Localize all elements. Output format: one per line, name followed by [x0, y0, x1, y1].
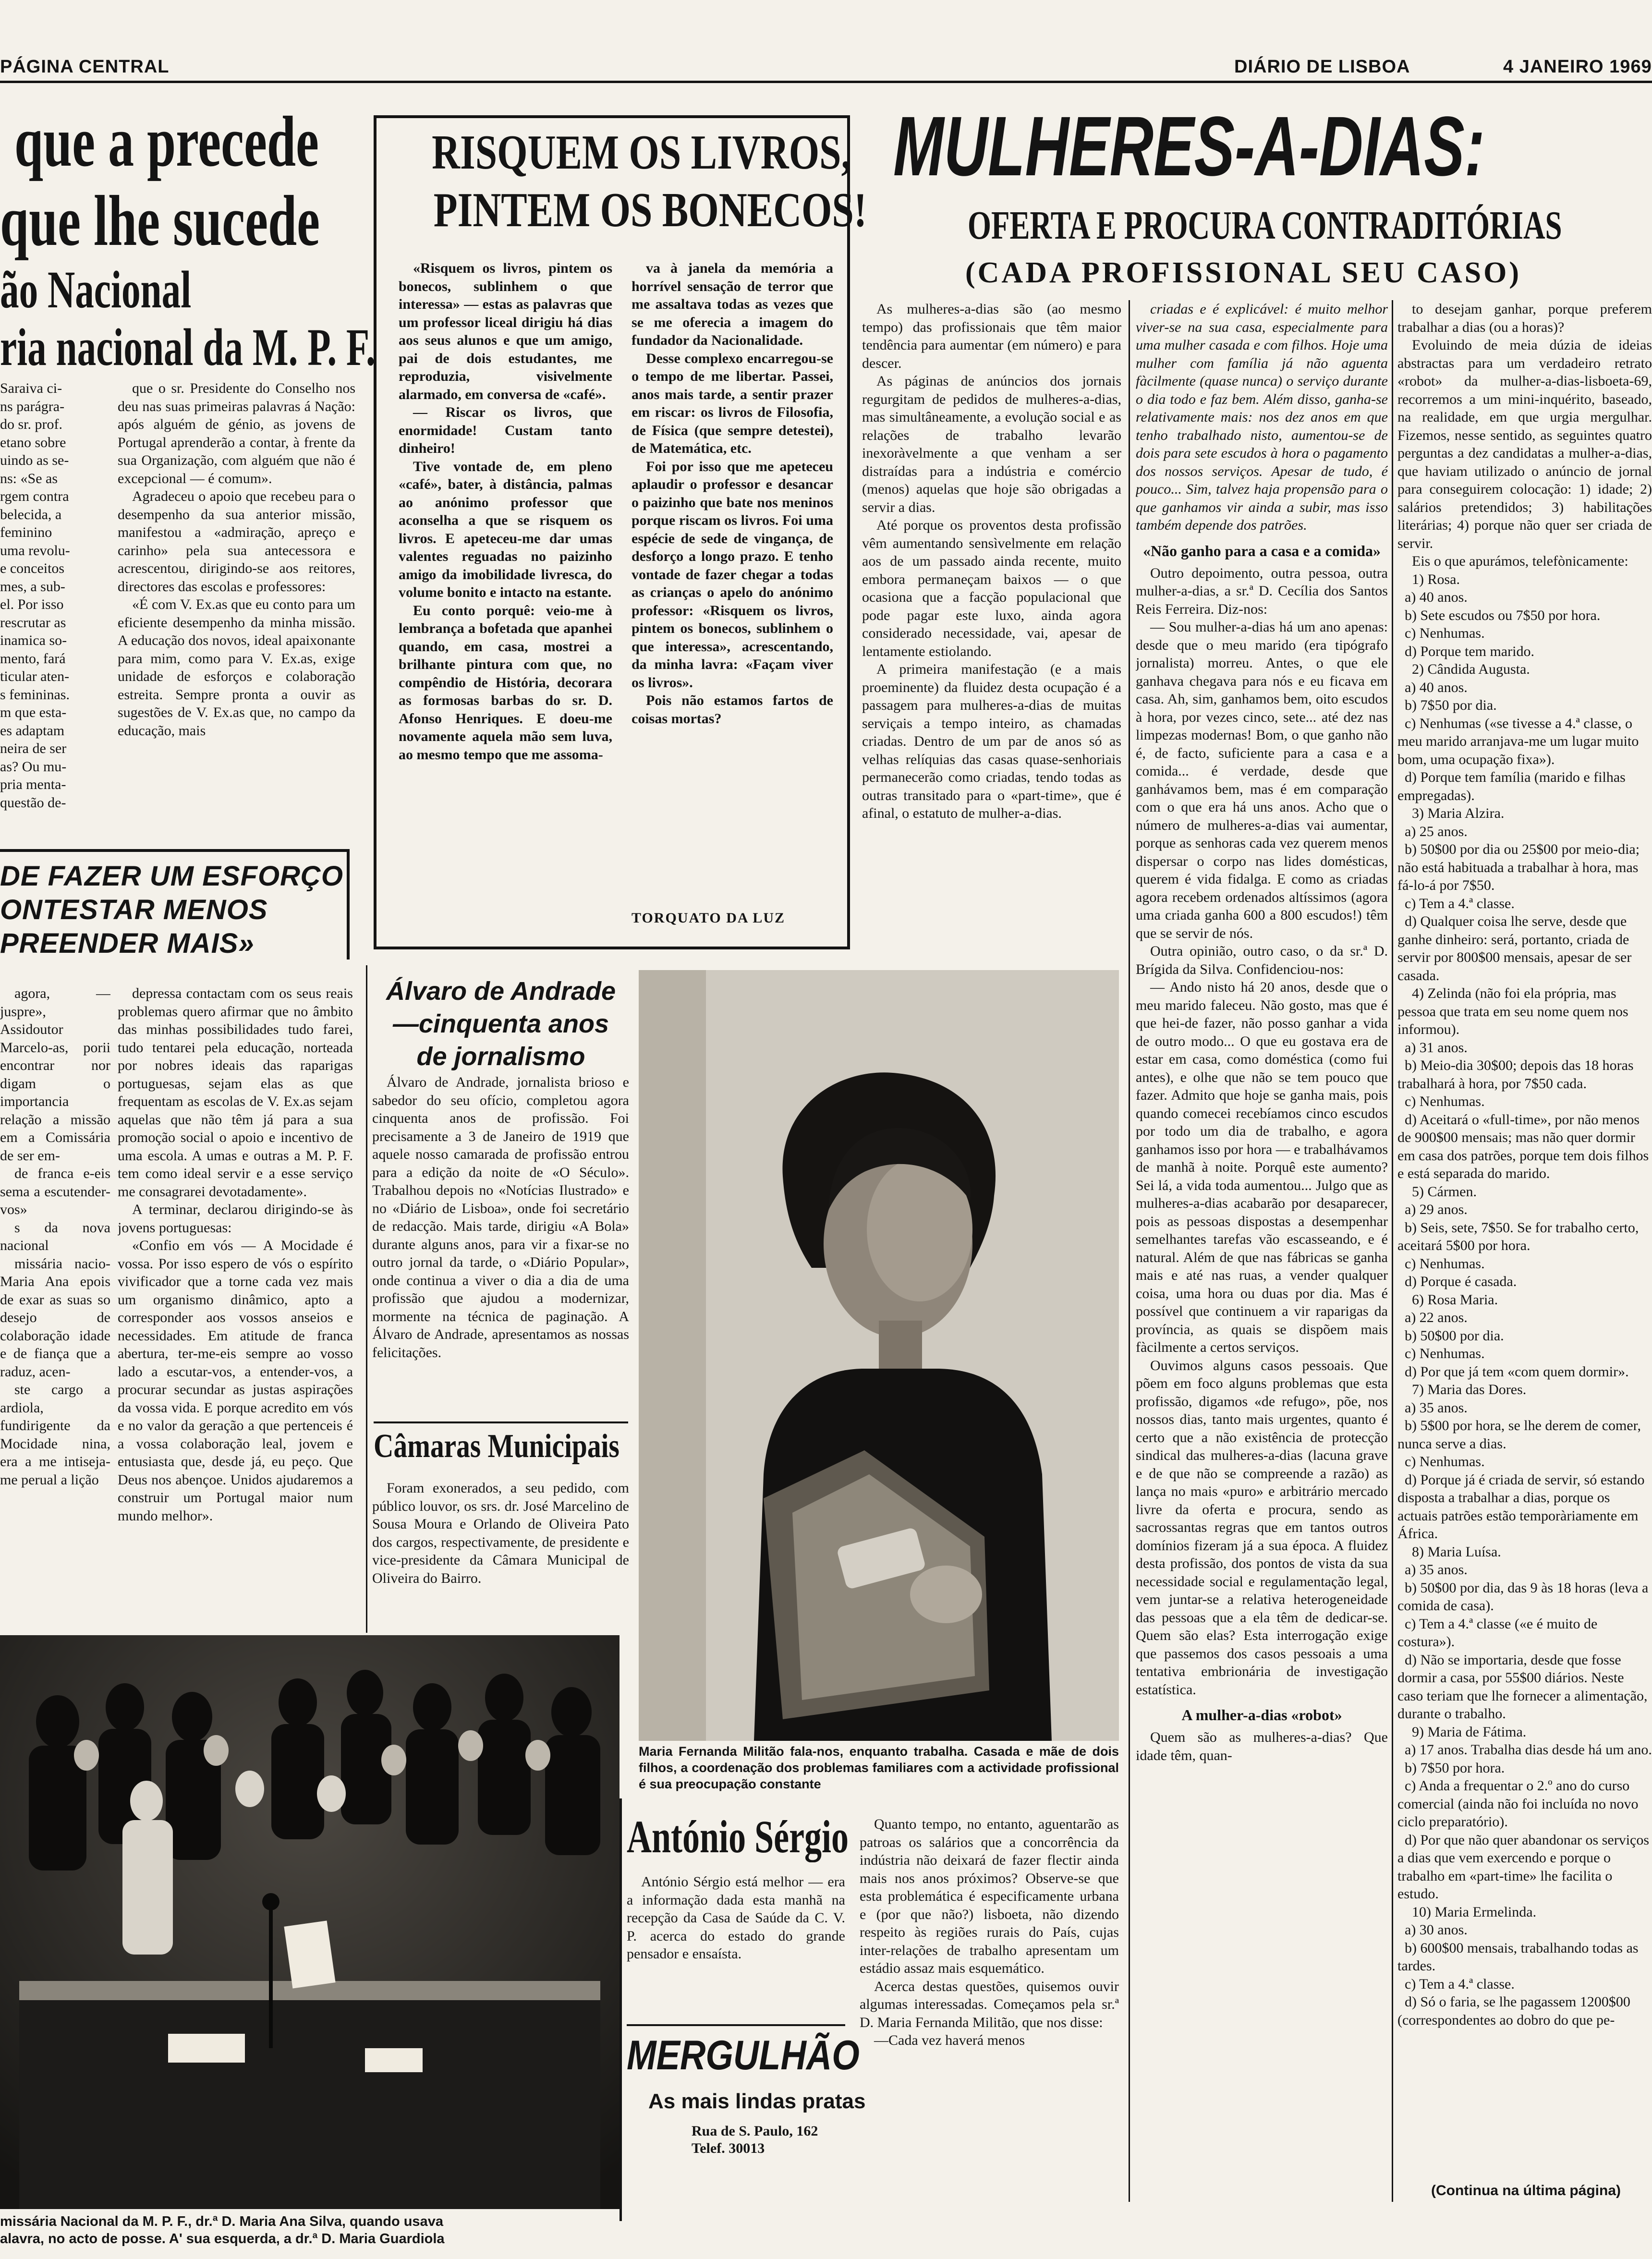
center-bottom-col — [860, 1815, 1119, 2209]
left-col-4-text — [118, 984, 353, 1525]
paragraph: rgem contra — [0, 488, 69, 504]
main-subhead-2: A mulher-a-dias «robot» — [1181, 1706, 1342, 1724]
paragraph: ticular aten- — [0, 668, 70, 684]
survey-item: a) 40 anos. — [1405, 589, 1468, 605]
paragraph: belecida, a — [0, 506, 62, 522]
survey-item: a) 30 anos. — [1405, 1922, 1468, 1938]
antonio-vertical-rule — [620, 1798, 622, 2221]
paragraph: pria menta- — [0, 777, 66, 792]
survey-item: c) Nenhumas. — [1405, 1093, 1485, 1109]
survey-item: a) 17 anos. Trabalha dias desde há um ano. — [1405, 1742, 1652, 1758]
paragraph: Até porque os proventos desta profissão vêm aumentando sensìvelmente em relação aos de um passado ainda recente, muito embora permaneçam baixos — o que ocasiona que a facção populacional que pode pagar este luxo, ainda agora considerado necessidade, vai, apesar de lentamente estiolando. — [862, 517, 1121, 659]
survey-item: b) 50$00 por dia, das 9 às 18 horas (leva a comida de casa). — [1397, 1579, 1649, 1614]
survey-item: 8) Maria Luísa. — [1412, 1543, 1501, 1560]
pull-quote-line-3: PREENDER MAIS» — [0, 928, 255, 959]
survey-item: c) Tem a 4.ª classe («e é muito de costura»). — [1397, 1615, 1598, 1650]
antonio-body-col — [627, 1873, 845, 2017]
survey-item: 5) Cármen. — [1412, 1183, 1477, 1200]
left-subheadline-1: ão Nacional — [0, 260, 192, 319]
left-col-3-text — [0, 984, 110, 1489]
survey-item: 4) Zelinda (não foi ela própria, mas pessoa que trata em seu nome quem nos informou). — [1397, 985, 1628, 1037]
survey-item: a) 22 anos. — [1405, 1310, 1468, 1325]
main-headline: MULHERES-A-DIAS: — [893, 99, 1485, 194]
left-col-1 — [0, 379, 110, 812]
paragraph: missária nacio-Maria Ana epois de exar as suas so desejo de colaboração idade e de fiança que a raduz, acen- — [0, 1255, 110, 1380]
survey-results — [1397, 571, 1652, 2029]
survey-item: b) Sete escudos ou 7$50 por hora. — [1405, 607, 1601, 623]
paragraph: agora, — juspre», Assidoutor Marcelo-as, porii encontrar nor digam o importancia relação a missão em a Comissária de ser em- — [0, 985, 110, 1164]
column-rule — [366, 965, 367, 1633]
main-col-2 — [1136, 300, 1388, 2199]
camaras-title: Câmaras Municipais — [374, 1428, 620, 1465]
survey-item: b) 5$00 por hora, se lhe derem de comer, nunca serve a dias. — [1397, 1418, 1641, 1452]
survey-item: c) Nenhumas. — [1405, 1255, 1485, 1272]
paragraph: e conceitos — [0, 560, 65, 576]
main-col-1 — [862, 300, 1121, 987]
survey-item: c) Nenhumas («se tivesse a 4.ª classe, o meu marido arranjava-me um lugar muito bom, uma ocupação fixa»). — [1397, 715, 1639, 767]
antonio-body: António Sérgio está melhor — era a informação dada esta manhã na recepção da Casa de Saúde da C. V. P. acerca do estado do grande pensador e ensaísta. — [627, 1874, 845, 1962]
alvaro-body-col — [372, 1073, 629, 1417]
paragraph: de franca e-eis sema a escutender-vos» — [0, 1166, 110, 1217]
main-col-2-interviews — [1136, 564, 1388, 1699]
paragraph: rescrutar as — [0, 614, 66, 631]
survey-item: b) 600$00 mensais, trabalhando todas as tardes. — [1397, 1940, 1639, 1974]
main-subhead-1: «Não ganho para a casa e a comida» — [1142, 542, 1381, 559]
survey-item: d) Por que já tem «com quem dormir». — [1405, 1363, 1629, 1380]
survey-item: a) 35 anos. — [1405, 1562, 1468, 1578]
worker-photo — [639, 970, 1119, 1741]
risquem-title — [379, 124, 867, 239]
alvaro-title-line-3: de jornalismo — [416, 1042, 585, 1071]
paragraph: do sr. prof. — [0, 416, 62, 432]
survey-item: a) 29 anos. — [1405, 1202, 1468, 1217]
survey-item: d) Aceitará o «full-time», por não menos de 900$00 mensais; mas não quer dormir em casa dos patrões, porque tem dois filhos e está separada do marido. — [1397, 1111, 1649, 1181]
left-subheadline-2: ria nacional da M. P. F. — [0, 318, 376, 376]
paragraph: questão de- — [0, 794, 66, 811]
left-headline-1: que a precede — [14, 102, 319, 182]
paragraph: As páginas de anúncios dos jornais regurgitam de pedidos de mulheres-a-dias, mas simultâneamente, a evolução social e as relações de trabalho levarão inexoràvelmente a que venham a ser distraídas para a indústria e comércio (menos) aquelas que hoje são obrigadas a servir a dias. — [862, 373, 1121, 515]
survey-item: b) Meio-dia 30$00; depois das 18 horas trabalhará à hora, por 7$50 cada. — [1397, 1057, 1634, 1092]
paragraph: Foi por isso que me apeteceu aplaudir o professor e desancar o paizinho que bate nos meninos porque riscam os livros. Foi uma espécie de sede de vingança, de desforço a longo prazo. E tenho vontade de fazer chegar a todas as crianças o apelo do anónimo professor: «Risquem os livros, pintem os bonecos, sublinhem o que interessa», acrescentando, da minha lavra: «Façam viver os livros». — [632, 458, 833, 691]
paragraph: «É com V. Ex.as que eu conto para um eficiente desempenho da minha missão. A educação dos novos, ideal apaixonante para mim, como para V. Ex.as, exige unidade de esforços e colaboração estreita. Sempre pronta a ouvir as sugestões de V. Ex.as que, no campo da educação, mais — [118, 596, 355, 739]
ad-address: Rua de S. Paulo, 162 — [692, 2123, 818, 2139]
survey-item: 1) Rosa. — [1412, 571, 1460, 587]
paragraph: —Cada vez haverá menos — [874, 2032, 1025, 2048]
paragraph: Pois não estamos fartos de coisas mortas? — [632, 692, 833, 727]
risquem-col-1-text — [399, 259, 612, 764]
survey-item: c) Tem a 4.ª classe. — [1405, 1976, 1515, 1992]
paragraph: «Risquem os livros, pintem os bonecos, sublinhem o que interessa» — estas as palavras que um professor liceal dirigiu há dias aos seus alunos e que um amigo, pai de dois estudantes, me reproduzia, visivelmente alarmado, em conversa de «café». — [399, 260, 612, 402]
paragraph: — Riscar os livros, que enormidade! Custam tanto dinheiro! — [399, 404, 612, 456]
main-col-3 — [1397, 300, 1652, 2173]
left-col-1-lines — [0, 379, 110, 812]
paragraph: Outro depoimento, outra pessoa, outra mulher-a-dias, a sr.ª D. Cecília dos Santos Reis Ferreira. Diz-nos: — [1136, 565, 1388, 617]
paragraph: Quanto tempo, no entanto, aguentarão as patroas os salários que a concorrência da indústria não deixará de fazer flectir ainda mais nos anos próximos? Observe-se que esta problemática é especificamente urbana e (por que não?) lisboeta, não dizendo respeito às regiões rurais do País, cujas inter-relações de trabalho apresentam um estádio assaz mais esquemático. — [860, 1816, 1119, 1976]
paragraph: As mulheres-a-dias são (ao mesmo tempo) das profissionais que têm maior tendência para aumentar (em número) e para descer. — [862, 301, 1121, 371]
risquem-col-2 — [632, 259, 833, 912]
paragraph: s femininas. — [0, 686, 70, 703]
risquem-col-2-text — [632, 259, 833, 728]
survey-item: c) Nenhumas. — [1405, 625, 1485, 641]
paragraph: Quem são as mulheres-a-dias? Que idade têm, quan- — [1136, 1729, 1388, 1763]
column-rule — [1129, 300, 1130, 2202]
camaras-body-col — [372, 1479, 629, 1638]
issue-date: 4 JANEIRO 1969 — [1503, 57, 1652, 77]
left-col-3 — [0, 984, 110, 1638]
main-subheadline: OFERTA E PROCURA CONTRADITÓRIAS — [968, 203, 1562, 248]
newspaper-name: DIÁRIO DE LISBOA — [1234, 57, 1410, 77]
survey-item: 10) Maria Ermelinda. — [1412, 1904, 1537, 1920]
ad-rule — [627, 2024, 845, 2026]
survey-item: d) Porque tem marido. — [1405, 643, 1534, 659]
masthead-rule — [0, 81, 1652, 83]
pullquote-rule-top — [0, 849, 348, 852]
paragraph: Acerca destas questões, quisemos ouvir algumas interessadas. Começamos pela sr.ª D. Maria Fernanda Militão, que nos disse: — [860, 1978, 1119, 2030]
ad-phone: Telef. 30013 — [692, 2140, 765, 2156]
paragraph: que o sr. Presidente do Conselho nos deu nas suas primeiras palavras á Nação: após alguém de génio, as jovens de Portugal aprenderão a contar, à frente da sua Organização, com alguém que não é excepcional — é comum». — [118, 380, 355, 486]
survey-item: a) 25 anos. — [1405, 823, 1468, 839]
paragraph: uindo as se- — [0, 452, 69, 468]
paragraph: Saraiva ci- — [0, 380, 62, 396]
main-col-2-interview-1 — [1136, 300, 1388, 534]
paragraph: A primeira manifestação (e a mais proeminente) da fluidez desta ocupação é a passagem para mulheres-a-dias de muitas serviçais a tempo inteiro, as chamadas criadas. Dentro de um par de anos só as velhas relíquias das casas quase-senhoriais permanecerão como criadas, tendo todas as outras transitado para o «part-time», que é afinal, o estatuto de mulher-a-dias. — [862, 661, 1121, 821]
left-col-2-text — [118, 379, 355, 740]
survey-item: c) Nenhumas. — [1405, 1454, 1485, 1470]
alvaro-title-line-2: —cinquenta anos — [392, 1009, 609, 1038]
survey-item: a) 40 anos. — [1405, 679, 1468, 695]
pull-quote — [0, 860, 346, 960]
pullquote-rule-side — [347, 849, 350, 959]
survey-item: b) 50$00 por dia. — [1405, 1327, 1504, 1344]
alvaro-body: Álvaro de Andrade, jornalista brioso e sabedor do seu ofício, completou agora cinquenta anos de profissão. Foi precisamente a 3 de Janeiro de 1919 que aquele nosso camarada de profissão entrou para a edição da noite de «O Século». Trabalhou depois no «Notícias Ilustrado» e no «Diário de Lisboa», onde foi secretário de redacção. Mais tarde, dirigiu «A Bola» durante alguns anos, para vir a fixar-se no outro jornal da tarde, o «Diário Popular», onde continua a viver o dia a dia de uma profissão que ajudou a modernizar, mormente na técnica de paginação. A Álvaro de Andrade, apresentamos as nossas felicitações. — [372, 1074, 629, 1360]
paragraph: ste cargo a ardiola, fundirigente da Mocidade nina, era a me intiseja-me perual a lição — [0, 1382, 110, 1488]
survey-item: d) Qualquer coisa lhe serve, desde que ganhe dinheiro: será, portanto, criada de servir por 800$00 mensais, apesar de ser casada. — [1397, 913, 1632, 984]
paragraph: — Sou mulher-a-dias há um ano apenas: desde que o meu marido (era tipógrafo jornalista) morreu. Antes, o que ele ganhava chegava para nós e eu ficava em casa. Ah, sim, ganhamos bem, oito escudos à hora, por vezes cinco, sete... até dez nas limpezas modernas! Bom, o que ganho não é, de facto, suficiente para a casa e a comida... é verdade, desde que ganhávamos bem, mas é em comparação com o que era há uns anos. Acho que o número de mulheres-a-dias vai aumentar, porque as senhoras cada vez querem menos dispersar o corpo nas lides domésticas, querem é vida fidalga. E como as criadas agora recebem ordenados altíssimos (agora uma criada ganha 600 a 800 escudos!) têm que se servir de nós. — [1136, 619, 1388, 941]
paragraph: Desse complexo encarregou-se o tempo de me libertar. Passei, anos mais tarde, a sentir prazer em riscar: os livros de Filosofia, de Física (que sempre detestei), de Matemática, etc. — [632, 350, 833, 456]
main-col-2-survey-intro — [1136, 1728, 1388, 1764]
camaras-rule — [374, 1421, 628, 1423]
survey-item: d) Não se importaria, desde que fosse dormir a casa, por 55$00 diários. Neste caso teriam que lhe fornecer a alimentação, durante o trabalho. — [1397, 1652, 1648, 1722]
paragraph: to desejam ganhar, porque preferem trabalhar a dias (ou a horas)? — [1397, 301, 1652, 335]
risquem-col-1 — [399, 259, 612, 936]
paragraph: — Ando nisto há 20 anos, desde que o meu marido faleceu. Não gosto, mas que é que hei-de fazer, não posso ganhar a vida de outro modo... O que eu gostava era de estar em casa, como doméstica (como fui antes), e olhe que não se tem pouco que fazer. Admito que hoje se ganha mais, pois quando comecei recebíamos cinco escudos por todo um dia de trabalho, e agora ganhamos isso por hora — e trabalhávamos de manhã à noite. Porquê este aumento? Sei lá, a vida toda aumentou... Julgo que as mulheres-a-dias acabarão por desaparecer, pois as pessoas dispostas a desempenhar semelhantes tarefas vão escasseando, e é natural. Além de que nas fábricas se ganha mais e até nas ruas, a vender qualquer coisa, uma hora ou duas por dia. Mas é possível que continuem a vir raparigas da província, as quais se dispõem mais fàcilmente a certos serviços. — [1136, 979, 1388, 1355]
risquem-title-line-1: RISQUEM OS LIVROS, — [432, 125, 851, 180]
ceremony-photo-illustration — [0, 1635, 620, 2209]
paragraph: Ouvimos alguns casos pessoais. Que põem em foco alguns problemas que esta profissão, digamos «de refugo», põe, nos nossos dias, tanto mais urgentes, quanto é certo que a não existência de protecção sindical das mulheres-a-dias (lacuna grave e de que não se compreende a razão) as lança no mais «puro» e arbitrário mercado livre da oferta e procura, sendo as sacrossantas regras que em tantos outros domínios fizeram já a sua época. A fluidez desta profissão, dos pontos de vista da sua necessidade social e regulamentação legal, vem juntar-se a relativa heterogeneidade das pessoas que a ela têm de dedicar-se. Quem são elas? Esta interrogação exige que passemos dos casos pessoais a uma tentativa embrionária de investigação estatística. — [1136, 1357, 1388, 1698]
paragraph: uma revolu- — [0, 542, 70, 559]
paragraph: depressa contactam com os seus reais problemas quero afirmar que no âmbito das minhas possibilidades tudo farei, tudo tentarei pela educação, norteada por nobres ideais das raparigas portuguesas, sejam elas as que frequentam as escolas de V. Ex.as sejam aquelas que não têm já para a sua promoção social o apoio e incentivo de uma escola. A umas e outras a M. P. F. tem como ideal servir e a esse serviço me consagrarei devotadamente». — [118, 985, 353, 1200]
paragraph: Eu conto porquê: veio-me à lembrança a bofetada que apanhei quando, em casa, mostrei a brilhante pintura com que, no compêndio de História, decorara as formosas barbas do sr. D. Afonso Henriques. E doeu-me novamente aquela mão sem luva, ao mesmo tempo que me assoma- — [399, 602, 612, 763]
paragraph: A terminar, declarou dirigindo-se às jovens portuguesas: — [118, 1202, 353, 1236]
ceremony-caption — [0, 2213, 620, 2247]
camaras-body: Foram exonerados, a seu pedido, com público louvor, os srs. dr. José Marcelino de Sousa Moura e Orlando de Oliveira Pato dos cargos, respectivamente, de presidente e vice-presidente da Câmara Municipal de Oliveira do Bairro. — [372, 1480, 629, 1586]
paragraph: feminino — [0, 524, 52, 540]
paragraph: Evoluindo de meia dúzia de ideias abstractas para um verdadeiro retrato «robot» da mulher-a-dias-lisboeta-69, recorremos a um mini-inquérito, baseado, na realidade, em que urgia mergulhar. Fizemos, nesse sentido, as seguintes quatro perguntas a dez candidatas a mulher-a-dias, que haviam utilizado o anúncio de jornal para conseguirem colocação: 1) idade; 2) salários pretendidos; 3) habilitações literárias; 4) porque não quer ser criada de servir. — [1397, 337, 1652, 551]
continued-link[interactable]: (Continua na última página) — [1431, 2183, 1621, 2198]
paragraph: neira de ser — [0, 741, 67, 756]
survey-item: c) Anda a frequentar o 2.º ano do curso comercial (ainda não foi incluída no novo ciclo preparatório). — [1397, 1778, 1639, 1830]
ceremony-photo — [0, 1635, 620, 2209]
survey-item: 2) Cândida Augusta. — [1412, 661, 1530, 677]
risquem-author: TORQUATO DA LUZ — [632, 910, 786, 926]
paragraph: m que esta- — [0, 704, 67, 720]
left-col-2 — [118, 379, 355, 814]
worker-photo-caption: Maria Fernanda Militão fala-nos, enquanto trabalha. Casada e mãe de dois filhos, a coordenação dos problemas familiares com a actividade profissional é sua preocupação constante — [639, 1744, 1119, 1791]
paragraph: va à janela da memória a horrível sensação de terror que me assaltava todas as vezes que se me oferecia a imagem do fundador da Nacionalidade. — [632, 260, 833, 348]
survey-item: 7) Maria das Dores. — [1412, 1382, 1527, 1397]
ceremony-caption-line-2: alavra, no acto de posse. A' sua esquerda, a dr.ª D. Maria Guardiola — [0, 2231, 445, 2247]
paragraph: ns parágra- — [0, 398, 65, 414]
paragraph: «Confio em vós — A Mocidade é vossa. Por isso espero de vós o espírito vivificador que a torne cada vez mais um organismo dinâmico, apto a corresponder aos vossos anseios e necessidades. Em atitude de franca abertura, ter-me-eis sempre ao vosso lado a escutar-vos, a entender-vos, a procurar secundar as justas aspirações da vossa vida. E porque acredito em vós e no valor da geração a que pertenceis é a vossa colaboração leal, jovem e entusiasta que, desde já, eu peço. Que Deus nos abençoe. Unidos ajudaremos a construir um Portugal maior num mundo melhor». — [118, 1238, 353, 1524]
survey-item: 6) Rosa Maria. — [1412, 1291, 1498, 1308]
left-headline-2: que lhe sucede — [0, 181, 320, 261]
pull-quote-line-2: ONTESTAR MENOS — [0, 894, 268, 925]
survey-item: b) 7$50 por hora. — [1405, 1760, 1505, 1776]
antonio-title: António Sérgio — [627, 1811, 849, 1862]
paragraph: Tive vontade de, em pleno «café», bater, à distância, palmas ao anónimo professor que aconselha a que se risquem os livros. E apeteceu-me dar umas valentes reguadas no paizinho amigo da imobilidade livresca, do volume bonito e intacto na estante. — [399, 458, 612, 600]
survey-item: 3) Maria Alzira. — [1412, 805, 1505, 821]
paragraph: mento, fará — [0, 650, 66, 667]
left-col-4 — [118, 984, 353, 1638]
survey-item: c) Nenhumas. — [1405, 1346, 1485, 1361]
paragraph: mes, a sub- — [0, 578, 65, 595]
alvaro-title-line-1: Álvaro de Andrade — [386, 977, 616, 1006]
column-rule — [1392, 300, 1393, 2202]
pull-quote-line-1: DE FAZER UM ESFORÇO — [0, 861, 344, 892]
ad-title: MERGULHÃO — [627, 2032, 860, 2078]
paragraph: criadas e é explicável: é muito melhor viver-se na sua casa, especialmente para uma mulher casada e com filhos. Hoje uma mulher com família já não aguenta fàcilmente (quase nunca) o serviço durante o dia todo e faz bem. Além disso, ganha-se relativamente mais: nos dez anos em que tenho trabalhado nisto, aumentou-se de dois para sete escudos à hora o pagamento dos nossos serviços. Apesar de tudo, é pouco... Sim, talvez haja propensão para o que ganhamos vir ainda a subir, mas isso também depende dos patrões. — [1136, 301, 1388, 533]
survey-item: d) Porque tem família (marido e filhas empregadas). — [1397, 769, 1626, 803]
survey-item: a) 31 anos. — [1405, 1039, 1468, 1056]
survey-item: b) 7$50 por dia. — [1405, 697, 1497, 713]
survey-item: d) Porque já é criada de servir, só estando disposta a trabalhar a dias, porque os actuais patrões estão temporàriamente em África. — [1397, 1471, 1645, 1542]
survey-item: c) Tem a 4.ª classe. — [1405, 895, 1515, 911]
paragraph: s da nova nacional — [0, 1219, 110, 1253]
ceremony-caption-line-1: missária Nacional da M. P. F., dr.ª D. Maria Ana Silva, quando usava — [0, 2214, 443, 2229]
risquem-title-line-2: PINTEM OS BONECOS! — [433, 183, 867, 237]
paragraph: Agradeceu o apoio que recebeu para o desempenho da sua anterior missão, manifestou a «admiração, apreço e carinho» pela sua antecessora e acrescentou, dirigindo-se aos reitores, directores das escolas e professores: — [118, 488, 355, 595]
paragraph: Eis o que apurámos, telefònicamente: — [1412, 553, 1628, 569]
survey-item: 9) Maria de Fátima. — [1412, 1724, 1527, 1740]
ad-tagline: As mais lindas pratas — [648, 2089, 866, 2113]
center-bottom-text — [860, 1815, 1119, 2050]
alvaro-title — [374, 975, 628, 1073]
paragraph: Outra opinião, outro caso, o da sr.ª D. Brígida da Silva. Confidenciou-nos: — [1136, 943, 1388, 977]
survey-item: b) Seis, sete, 7$50. Se for trabalho certo, aceitará 5$00 por hora. — [1397, 1219, 1639, 1253]
section-label: PÁGINA CENTRAL — [0, 57, 170, 77]
paragraph: es adaptam — [0, 722, 65, 739]
survey-item: d) Só o faria, se lhe pagassem 1200$00 (correspondentes ao dobro do que pe- — [1397, 1994, 1630, 2028]
main-kicker: (CADA PROFISSIONAL SEU CASO) — [965, 256, 1522, 289]
survey-item: a) 35 anos. — [1405, 1399, 1468, 1416]
worker-photo-illustration — [639, 970, 1119, 1741]
survey-item: d) Por que não quer abandonar os serviços a dias que vem exercendo e porque o trabalho em «part-time» lhe facilita o estudo. — [1397, 1832, 1650, 1902]
survey-item: b) 50$00 por dia ou 25$00 por meio-dia; não está habituada a trabalhar à hora, mas fá-lo-á por 7$50. — [1397, 841, 1640, 893]
survey-item: d) Porque é casada. — [1405, 1274, 1517, 1289]
paragraph: inamica so- — [0, 632, 67, 648]
paragraph: etano sobre — [0, 434, 66, 450]
paragraph: ns: «Se as — [0, 470, 58, 486]
paragraph: as? Ou mu- — [0, 758, 67, 775]
main-col-1-text — [862, 300, 1121, 823]
main-col-3-intro — [1397, 300, 1652, 571]
paragraph: el. Por isso — [0, 596, 64, 612]
